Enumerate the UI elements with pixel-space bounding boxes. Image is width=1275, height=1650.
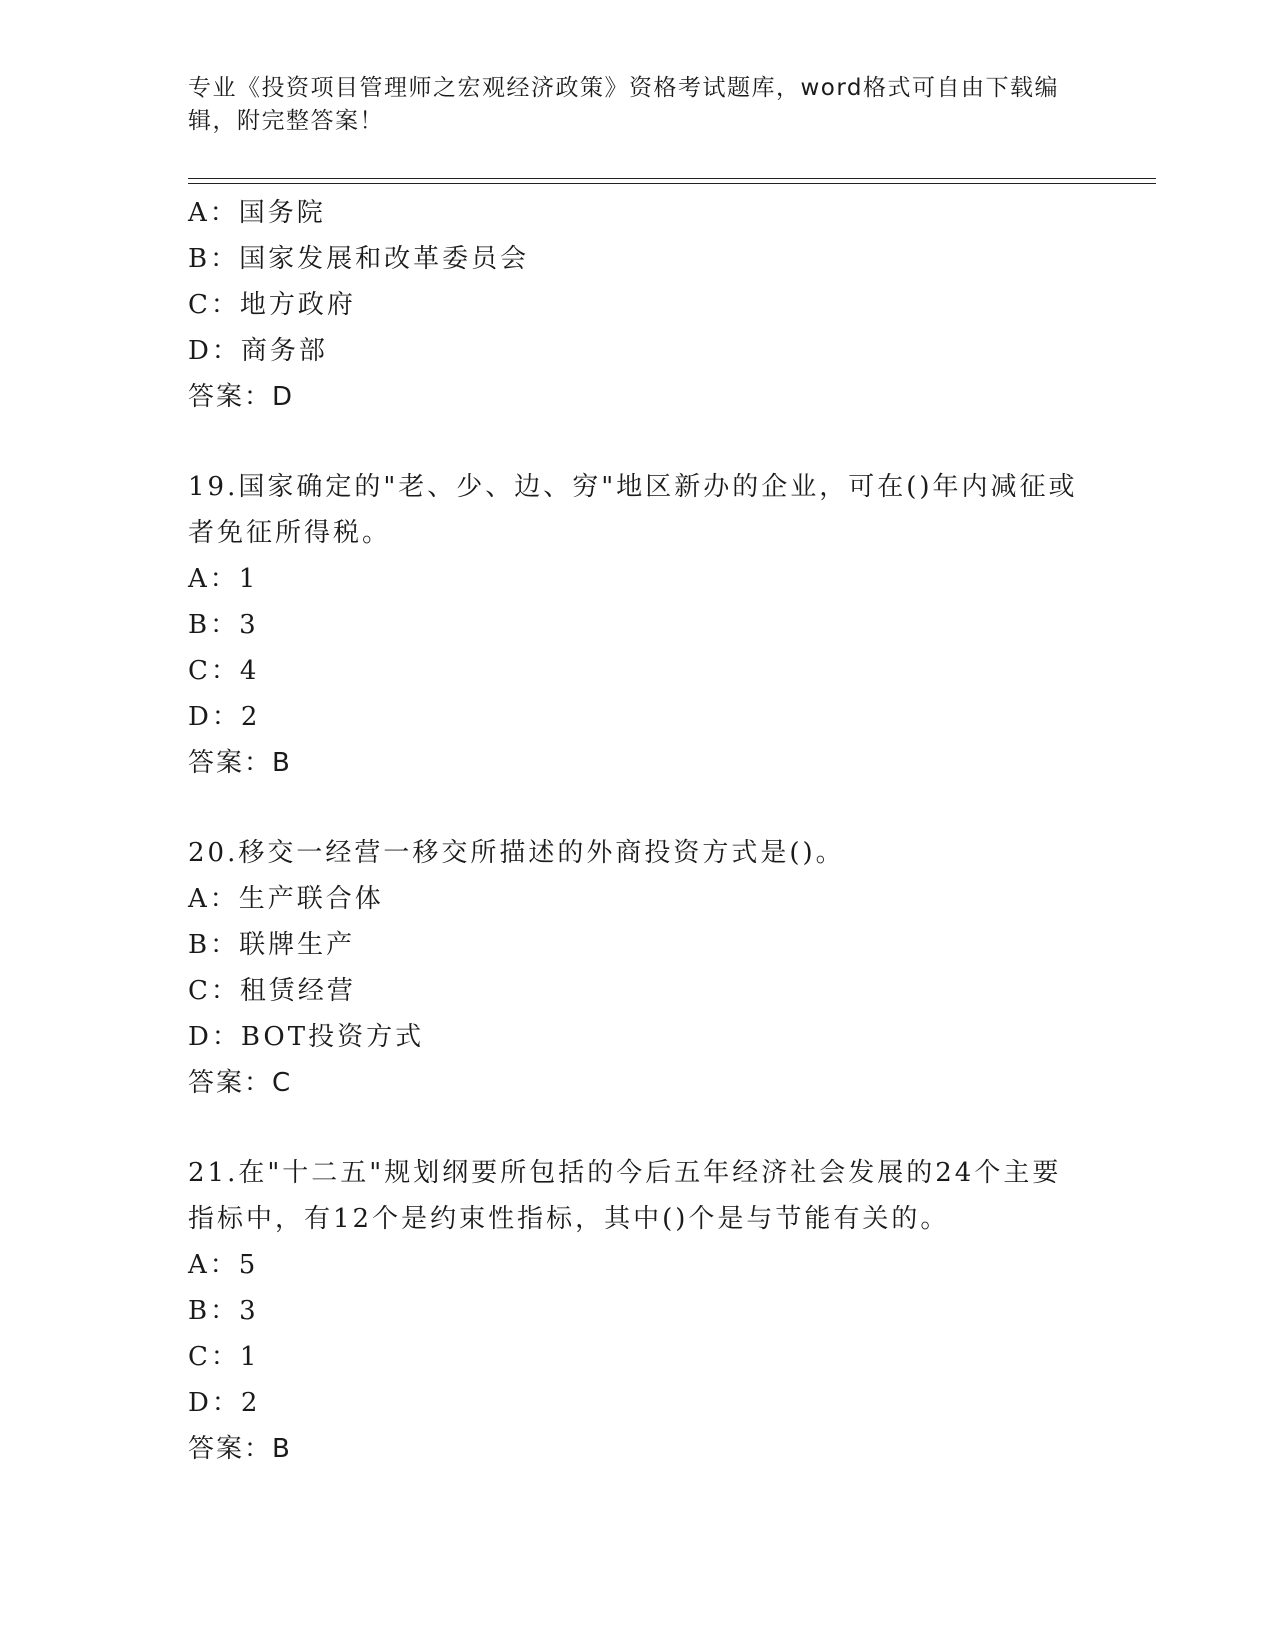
- option-b: B：联牌生产: [188, 930, 356, 960]
- option-d: D：商务部: [188, 336, 328, 366]
- option-b: B：3: [188, 1296, 259, 1326]
- question-19: [188, 464, 1088, 786]
- answer: 答案：C: [188, 1068, 293, 1098]
- answer: 答案：B: [188, 748, 292, 778]
- header-note: 专业《投资项目管理师之宏观经济政策》资格考试题库，word格式可自由下载编辑，附完整答案！: [188, 75, 1060, 134]
- option-a: A：生产联合体: [188, 884, 384, 914]
- option-c: C：1: [188, 1342, 260, 1372]
- answer: 答案：B: [188, 1434, 292, 1464]
- question-20: [188, 830, 1088, 1106]
- option-b: B：3: [188, 610, 259, 640]
- header-rule-top: [188, 178, 1156, 179]
- option-d: D：BOT投资方式: [188, 1022, 425, 1052]
- question-18: [188, 190, 1088, 420]
- option-c: C：地方政府: [188, 290, 356, 320]
- option-c: C：4: [188, 656, 260, 686]
- question-stem: 19.国家确定的"老、少、边、穷"地区新办的企业，可在()年内减征或者免征所得税。: [188, 472, 1078, 548]
- answer: 答案：D: [188, 382, 295, 412]
- question-list: [188, 190, 1088, 1472]
- question-stem: 20.移交一经营一移交所描述的外商投资方式是()。: [188, 838, 845, 868]
- option-b: B：国家发展和改革委员会: [188, 244, 530, 274]
- option-d: D：2: [188, 702, 261, 732]
- question-21: [188, 1150, 1088, 1472]
- header-rule-bottom: [188, 183, 1156, 184]
- option-a: A：5: [188, 1250, 259, 1280]
- option-d: D：2: [188, 1388, 261, 1418]
- question-stem: 21.在"十二五"规划纲要所包括的今后五年经济社会发展的24个主要指标中，有12个是约束性指标，其中()个是与节能有关的。: [188, 1158, 1062, 1234]
- option-a: A：1: [188, 564, 259, 594]
- option-a: A：国务院: [188, 198, 326, 228]
- option-c: C：租赁经营: [188, 976, 356, 1006]
